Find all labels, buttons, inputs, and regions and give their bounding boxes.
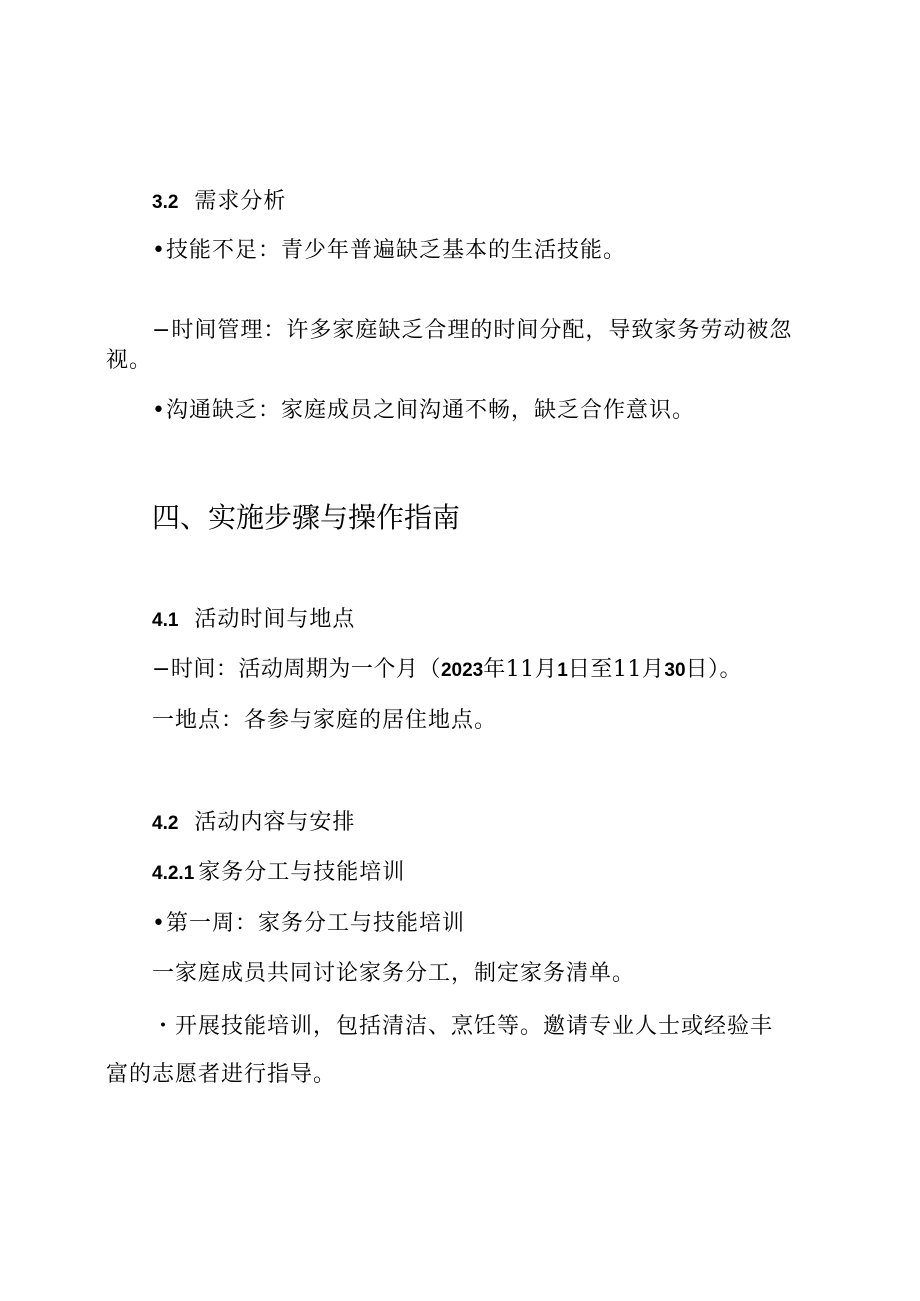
section-number: 4.2 <box>152 813 179 834</box>
section-title: 活动内容与安排 <box>194 810 356 835</box>
section-title: 需求分析 <box>194 189 287 214</box>
section-number: 4.2.1 <box>152 863 195 884</box>
section-4-1-heading <box>152 605 355 636</box>
section-3-2-heading <box>152 187 286 218</box>
section-4-2-1-heading <box>152 858 405 889</box>
bullet-time-management-line2: 视。 <box>106 348 153 373</box>
time-line <box>152 655 742 686</box>
time-to: 日至 <box>567 657 613 682</box>
time-month-char: 月 <box>534 657 558 682</box>
time-month1: 11 <box>505 657 535 682</box>
bullet-skills: •技能不足：青少年普遍缺乏基本的生活技能。 <box>152 238 626 263</box>
time-day1: 1 <box>557 660 568 681</box>
week-one-task-training-line2: 富的志愿者进行指导。 <box>106 1062 337 1087</box>
week-one-task-training-line1: ・开展技能培训，包括清洁、烹饪等。邀请专业人士或经验丰 <box>152 1014 774 1039</box>
time-paren: （ <box>418 657 441 682</box>
time-end: 日）。 <box>685 657 743 682</box>
time-year-char: 年 <box>483 657 506 682</box>
week-one-task-discuss: 一家庭成员共同讨论家务分工，制定家务清单。 <box>152 961 636 986</box>
bullet-time-management-line1: −时间管理：许多家庭缺乏合理的时间分配，导致家务劳动被忽 <box>152 318 793 343</box>
time-month2: 11 <box>612 657 642 682</box>
section-number: 4.1 <box>152 610 179 631</box>
week-one-item: •第一周：家务分工与技能培训 <box>152 911 465 936</box>
chapter-4-heading: 四、实施步骤与操作指南 <box>152 501 461 534</box>
time-day2: 30 <box>664 660 686 681</box>
section-title: 家务分工与技能培训 <box>198 860 406 885</box>
section-number: 3.2 <box>152 192 179 213</box>
time-year: 2023 <box>440 660 484 681</box>
time-text: −时间：活动周期为一个月 <box>152 657 419 682</box>
section-4-2-heading <box>152 808 355 839</box>
section-title: 活动时间与地点 <box>194 607 356 632</box>
time-month-char2: 月 <box>641 657 665 682</box>
bullet-communication: •沟通缺乏：家庭成员之间沟通不畅，缺乏合作意识。 <box>152 398 695 423</box>
place-line: 一地点：各参与家庭的居住地点。 <box>152 708 498 733</box>
